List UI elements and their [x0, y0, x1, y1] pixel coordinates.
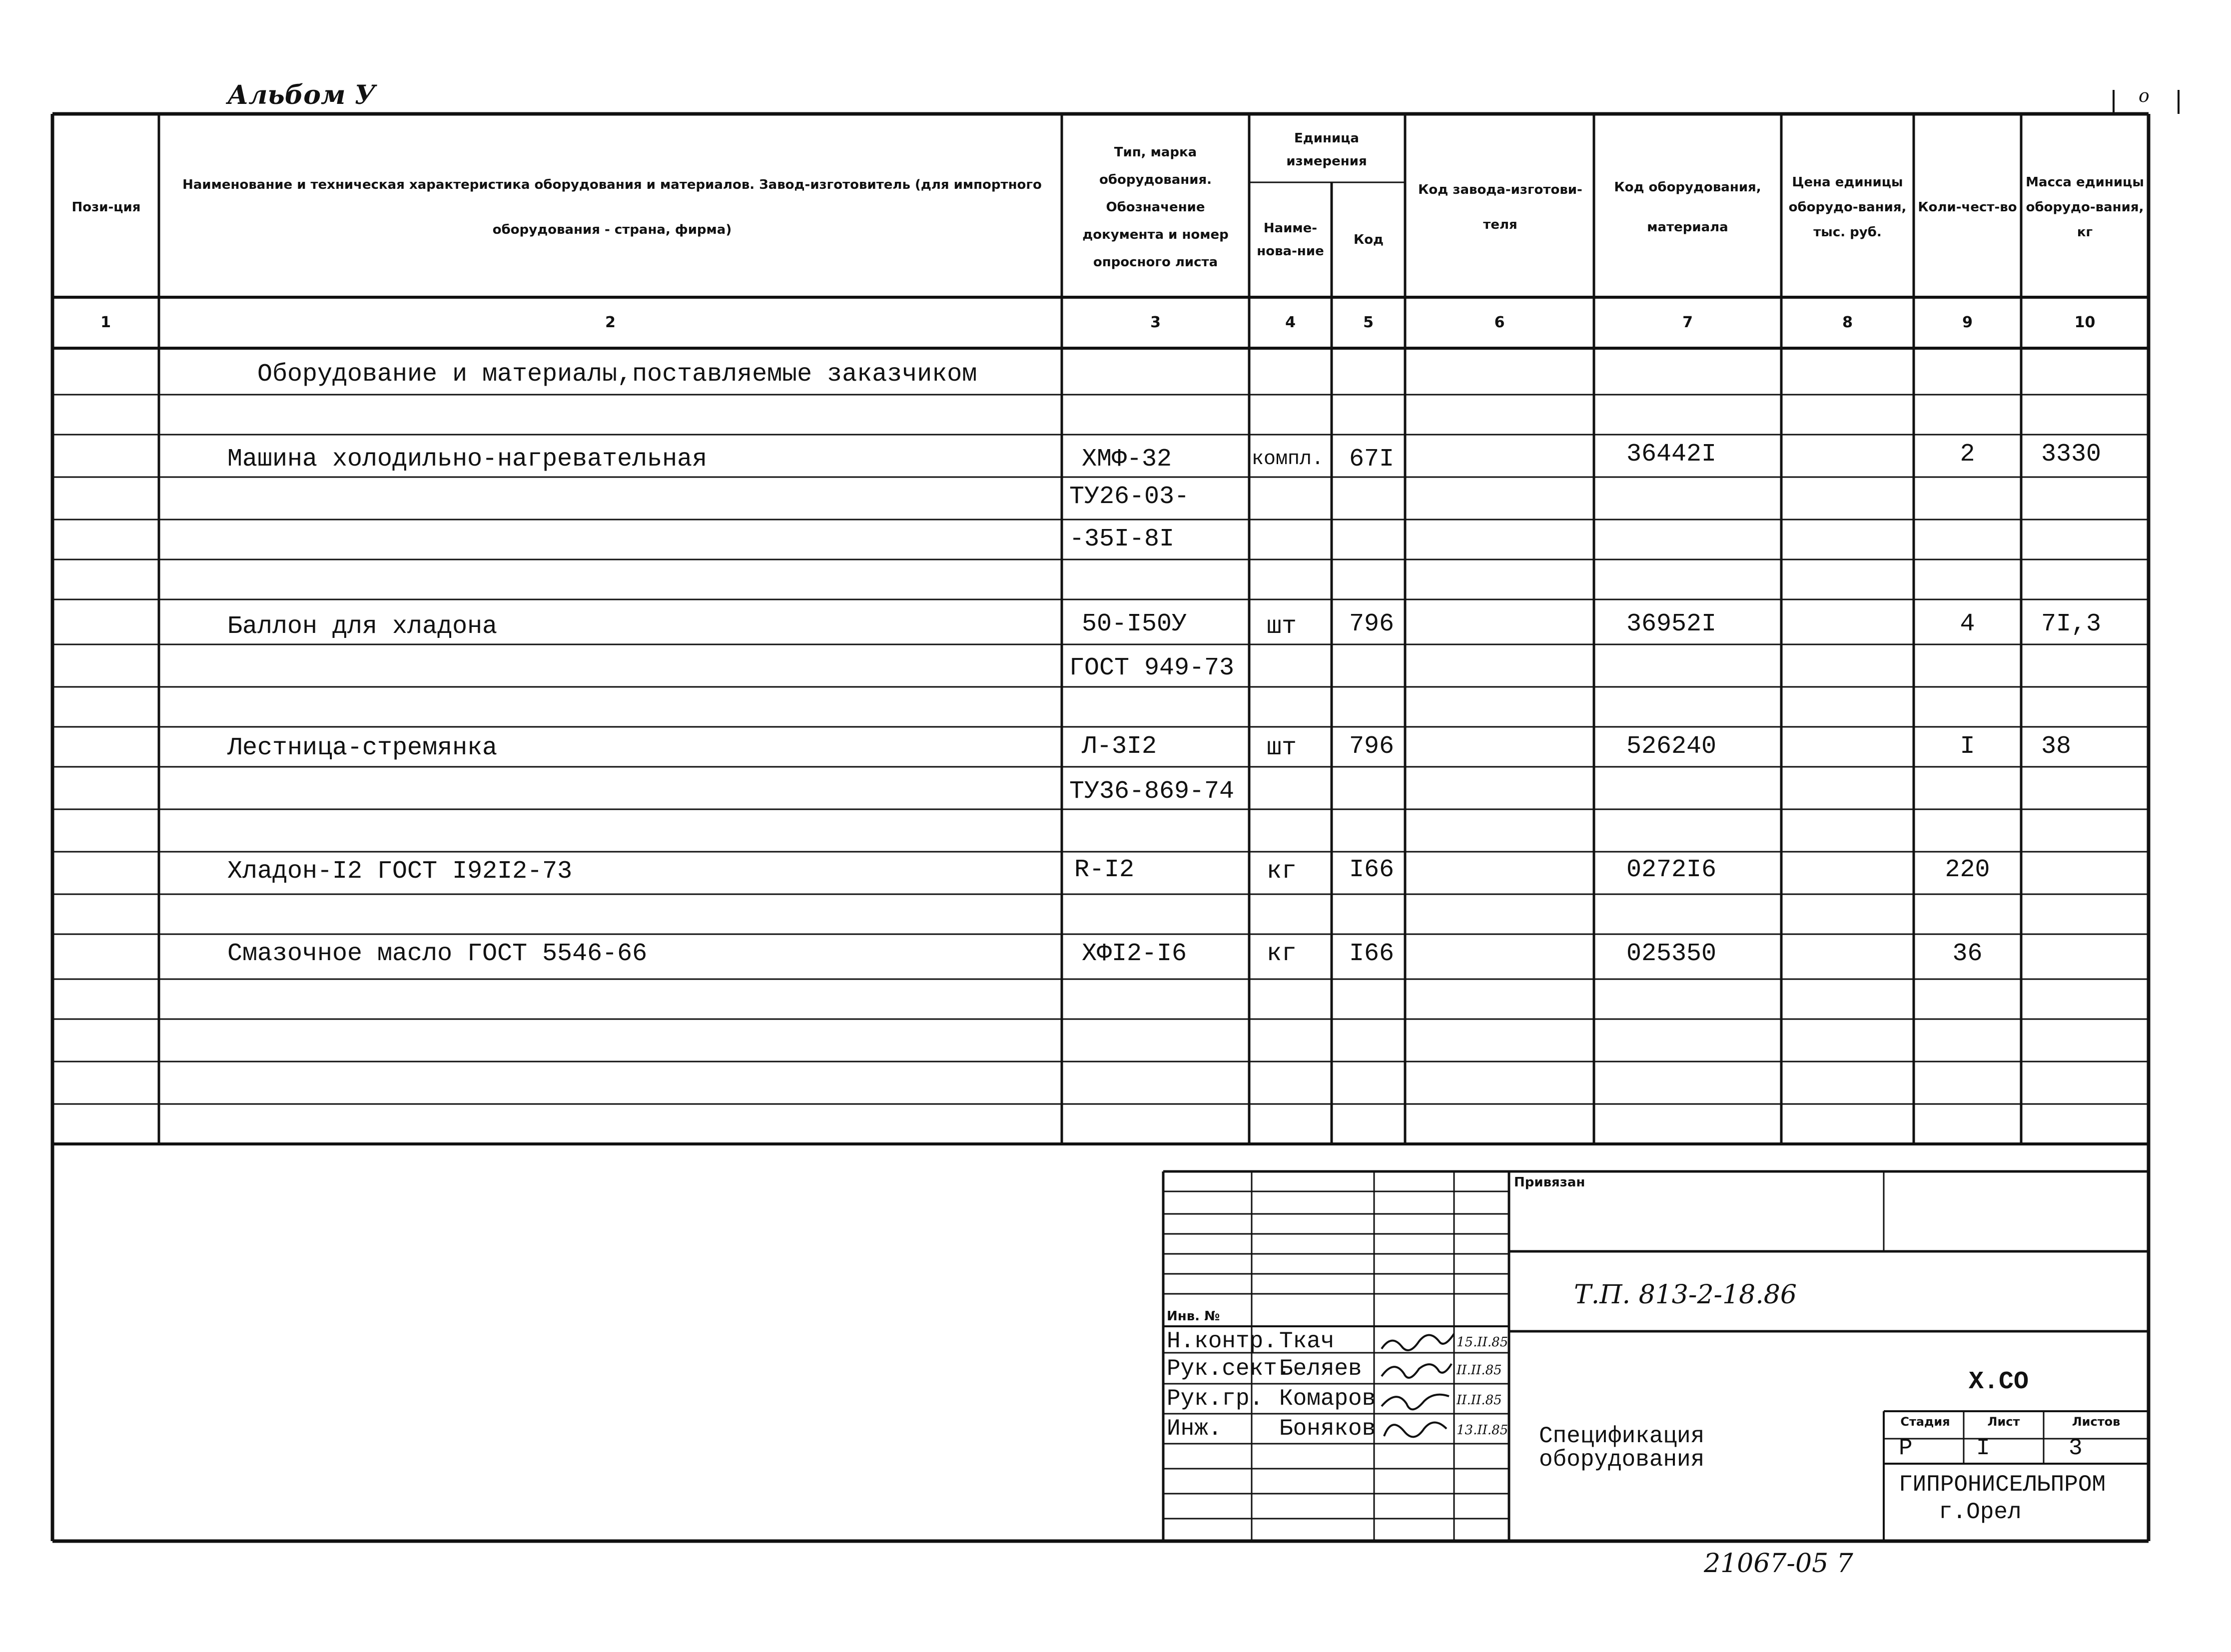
signature-mark [1382, 1395, 1449, 1410]
org-city: г.Орел [1939, 1499, 2022, 1525]
item-unit-code: I66 [1349, 856, 1395, 884]
header-name-text: Наименование и техническая характеристика оборудования и материалов. Завод-изготовитель (для импортного оборудования - страна, фирма) [182, 177, 1042, 237]
col-number-9: 9 [1962, 314, 1973, 331]
doc-title-line: Спецификация [1539, 1423, 1705, 1449]
section-title: Оборудование и материалы,поставляемые заказчиком [257, 360, 977, 389]
item-equipment-code: 36442I [1626, 440, 1717, 469]
item-mass: 38 [2041, 732, 2072, 761]
item-unit: шт [1267, 734, 1297, 762]
doc-code: Х.СО [1969, 1368, 2029, 1396]
sheets-value: 3 [2069, 1435, 2083, 1461]
signature-name: Комаров [1279, 1386, 1376, 1412]
item-type: R-I2 [1074, 856, 1135, 884]
item-type: ХФI2-I6 [1082, 940, 1187, 968]
item-unit-code: 67I [1349, 445, 1395, 474]
signature-role: Инж. [1167, 1416, 1222, 1442]
signature-name: Боняков [1279, 1416, 1376, 1442]
signature-name: Ткач [1279, 1328, 1335, 1354]
item-name: Лестница-стремянка [227, 734, 498, 762]
col-number-3: 3 [1150, 314, 1161, 331]
item-quantity: 4 [1960, 610, 1975, 638]
item-name: Хладон-I2 ГОСТ I92I2-73 [227, 857, 573, 886]
header-unit-text: Единица измерения [1286, 131, 1367, 169]
tied-label: Привязан [1514, 1175, 1585, 1190]
item-equipment-code: 526240 [1626, 732, 1717, 761]
item-name: Машина холодильно-нагревательная [227, 445, 708, 474]
col-number-8: 8 [1842, 314, 1853, 331]
signature-date: II.II.85 [1457, 1363, 1502, 1378]
item-type: Л-3I2 [1082, 732, 1157, 761]
item-mass: 7I,3 [2041, 610, 2102, 638]
signature-date: II.II.85 [1457, 1393, 1502, 1408]
item-type: 50-I50У [1082, 610, 1187, 638]
item-quantity: I [1960, 732, 1975, 761]
header-quantity-text: Коли-чест-во [1918, 200, 2017, 215]
sheet-value: I [1976, 1435, 1990, 1461]
signature-mark [1382, 1334, 1454, 1350]
item-unit: компл. [1252, 448, 1324, 471]
sheet-label: Лист [1987, 1415, 2020, 1429]
item-type: ГОСТ 949-73 [1069, 654, 1235, 682]
item-equipment-code: 025350 [1626, 940, 1717, 968]
doc-title-line: оборудования [1539, 1447, 1705, 1473]
col-number-2: 2 [605, 314, 616, 331]
org-name: ГИПРОНИСЕЛЬПРОМ [1899, 1472, 2106, 1498]
item-type: ХМФ-32 [1082, 445, 1172, 474]
item-name: Баллон для хладона [227, 612, 498, 641]
item-quantity: 36 [1952, 940, 1983, 968]
col-number-1: 1 [100, 314, 111, 331]
col-number-10: 10 [2074, 314, 2096, 331]
item-name: Смазочное масло ГОСТ 5546-66 [227, 940, 648, 968]
header-mass-text: Масса единицы оборудо-вания, кг [2026, 175, 2144, 240]
signature-date: 15.II.85 [1457, 1335, 1508, 1350]
header-unit-name-text: Наиме-нова-ние [1257, 221, 1324, 259]
project-code: Т.П. 813-2-18.86 [1574, 1280, 1797, 1310]
sheets-label: Листов [2072, 1415, 2121, 1429]
col-number-7: 7 [1682, 314, 1693, 331]
album-label: Альбом У [227, 80, 376, 110]
item-unit: кг [1267, 857, 1297, 886]
header-equipment-code-text: Код оборудования, материала [1614, 180, 1761, 235]
signature-mark [1382, 1364, 1452, 1378]
item-unit-code: 796 [1349, 610, 1395, 638]
item-unit: кг [1267, 940, 1297, 968]
item-type: ТУ26-03- [1069, 483, 1190, 511]
item-quantity: 2 [1960, 440, 1975, 469]
header-price-text: Цена единицы оборудо-вания, тыс. руб. [1788, 175, 1907, 240]
item-equipment-code: 36952I [1626, 610, 1717, 638]
header-manufacturer-code-text: Код завода-изготови-теля [1418, 182, 1582, 232]
inv-label: Инв. № [1167, 1309, 1220, 1324]
col-number-5: 5 [1363, 314, 1374, 331]
item-unit-code: 796 [1349, 732, 1395, 761]
item-type: ТУ36-869-74 [1069, 777, 1235, 806]
item-unit: шт [1267, 612, 1297, 641]
signature-date: 13.II.85 [1457, 1423, 1508, 1438]
signature-role: Н.контр. [1167, 1328, 1277, 1354]
signature-mark [1384, 1423, 1447, 1437]
header-type-text: Тип, марка оборудования. Обозначение документа и номер опросного листа [1082, 144, 1229, 270]
signature-name: Беляев [1279, 1356, 1362, 1382]
signature-role: Рук.сект. [1167, 1356, 1291, 1382]
signature-role: Рук.гр. [1167, 1386, 1264, 1412]
footer-number: 21067-05 7 [1704, 1549, 1853, 1579]
header-position-text: Пози-ция [71, 200, 141, 215]
col-number-4: 4 [1285, 314, 1296, 331]
sheet-corner-mark: о [2139, 86, 2150, 106]
col-number-6: 6 [1494, 314, 1505, 331]
stage-label: Стадия [1900, 1415, 1950, 1429]
stage-value: Р [1899, 1435, 1913, 1461]
item-quantity: 220 [1945, 856, 1990, 884]
header-unit-code-text: Код [1353, 232, 1384, 247]
item-equipment-code: 0272I6 [1626, 856, 1717, 884]
item-unit-code: I66 [1349, 940, 1395, 968]
item-type: -35I-8I [1069, 525, 1175, 553]
item-mass: 3330 [2041, 440, 2102, 469]
